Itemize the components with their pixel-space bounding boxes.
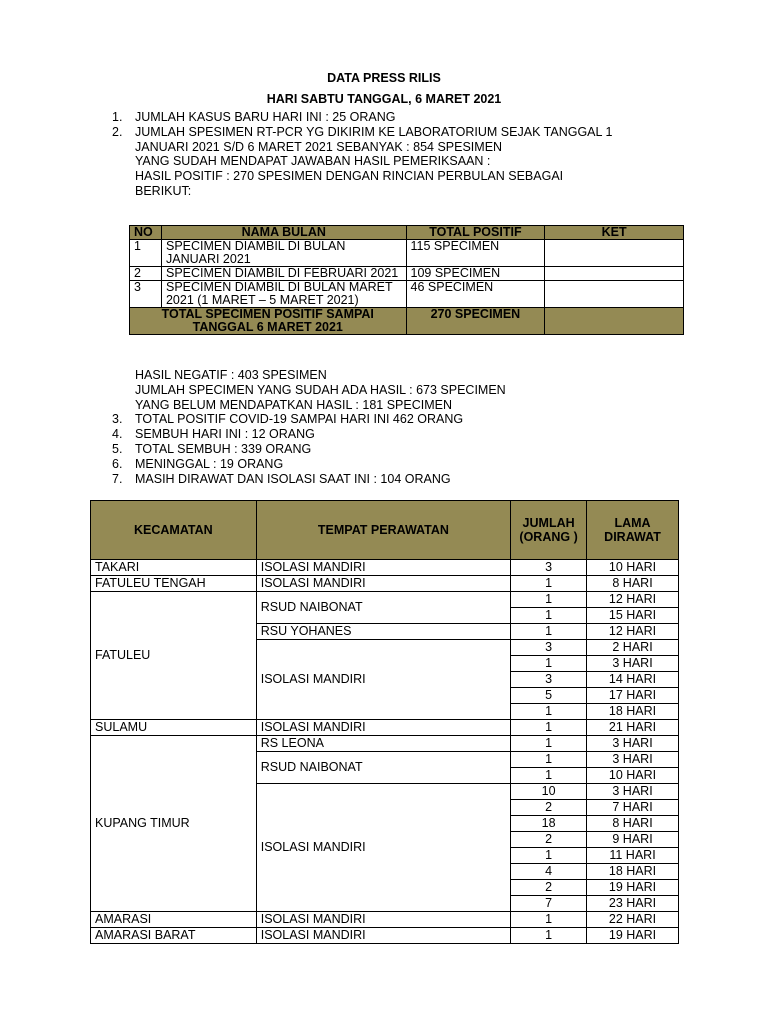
table-row: 2 SPECIMEN DIAMBIL DI FEBRUARI 2021 109 SPECIMEN xyxy=(130,267,684,281)
list-item-line: YANG SUDAH MENDAPAT JAWABAN HASIL PEMERIKSAAN : xyxy=(135,154,491,169)
column-header-nama-bulan: NAMA BULAN xyxy=(161,226,406,240)
table-row: 2 19 HARI xyxy=(91,880,679,896)
table-row: 18 8 HARI xyxy=(91,816,679,832)
list-item: 5. TOTAL SEMBUH : 339 ORANG xyxy=(112,441,312,456)
care-location-table xyxy=(90,500,679,944)
column-header-jumlah: JUMLAH (ORANG ) xyxy=(511,501,587,560)
table-row: 2 9 HARI xyxy=(91,832,679,848)
table-row: 2 7 HARI xyxy=(91,800,679,816)
table-row: 1 11 HARI xyxy=(91,848,679,864)
column-header-tempat-perawatan: TEMPAT PERAWATAN xyxy=(256,501,510,560)
table-row: 1 SPECIMEN DIAMBIL DI BULAN JANUARI 2021 115 SPECIMEN xyxy=(130,240,684,267)
monthly-positive-table xyxy=(129,225,684,335)
list-item-line: BERIKUT: xyxy=(135,183,192,198)
table-row: RSUD NAIBONAT 1 3 HARI xyxy=(91,752,679,768)
summary-list-bottom xyxy=(112,368,672,486)
table-row: KUPANG TIMUR RS LEONA 1 3 HARI xyxy=(91,736,679,752)
table-total-row: TOTAL SPECIMEN POSITIF SAMPAI TANGGAL 6 MARET 2021 270 SPECIMEN xyxy=(130,308,684,335)
table-row: SULAMU ISOLASI MANDIRI 1 21 HARI xyxy=(91,720,679,736)
list-item: 2. JUMLAH SPESIMEN RT-PCR YG DIKIRIM KE LABORATORIUM SEJAK TANGGAL 1 xyxy=(112,124,613,139)
list-item-line: HASIL POSITIF : 270 SPESIMEN DENGAN RINCIAN PERBULAN SEBAGAI xyxy=(135,169,564,184)
document-title: DATA PRESS RILIS xyxy=(327,71,441,85)
list-item: 3. TOTAL POSITIF COVID-19 SAMPAI HARI INI 462 ORANG xyxy=(112,412,464,427)
table-row: 1 18 HARI xyxy=(91,704,679,720)
table-header-row xyxy=(130,226,684,240)
column-header-no: NO xyxy=(130,226,162,240)
table-row: FATULEU TENGAH ISOLASI MANDIRI 1 8 HARI xyxy=(91,576,679,592)
list-item: 7. MASIH DIRAWAT DAN ISOLASI SAAT INI : 104 ORANG xyxy=(112,471,451,486)
table-row: FATULEU RSUD NAIBONAT 1 12 HARI xyxy=(91,592,679,608)
table-row: 1 3 HARI xyxy=(91,656,679,672)
table-row: 1 10 HARI xyxy=(91,768,679,784)
summary-list-top xyxy=(112,110,672,199)
table-row: 5 17 HARI xyxy=(91,688,679,704)
table-row: 4 18 HARI xyxy=(91,864,679,880)
list-item-line: JUMLAH SPECIMEN YANG SUDAH ADA HASIL : 673 SPECIMEN xyxy=(135,382,506,397)
table-row: TAKARI ISOLASI MANDIRI 3 10 HARI xyxy=(91,560,679,576)
table-row: AMARASI ISOLASI MANDIRI 1 22 HARI xyxy=(91,912,679,928)
list-item: 1. JUMLAH KASUS BARU HARI INI : 25 ORANG xyxy=(112,110,396,124)
list-item-line: JANUARI 2021 S/D 6 MARET 2021 SEBANYAK : 854 SPESIMEN xyxy=(135,139,503,154)
table-row: ISOLASI MANDIRI 10 3 HARI xyxy=(91,784,679,800)
table-row: 1 15 HARI xyxy=(91,608,679,624)
table-row: RSU YOHANES 1 12 HARI xyxy=(91,624,679,640)
list-item-line: HASIL NEGATIF : 403 SPESIMEN xyxy=(135,368,327,382)
column-header-ket: KET xyxy=(545,226,684,240)
list-item: 6. MENINGGAL : 19 ORANG xyxy=(112,456,284,471)
column-header-lama-dirawat: LAMA DIRAWAT xyxy=(587,501,679,560)
table-header-row xyxy=(91,501,679,560)
table-row: 3 14 HARI xyxy=(91,672,679,688)
list-item-line: YANG BELUM MENDAPATKAN HASIL : 181 SPECIMEN xyxy=(135,397,452,412)
table-row: AMARASI BARAT ISOLASI MANDIRI 1 19 HARI xyxy=(91,928,679,944)
table-row: 7 23 HARI xyxy=(91,896,679,912)
document-subtitle: HARI SABTU TANGGAL, 6 MARET 2021 xyxy=(266,92,502,106)
column-header-kecamatan: KECAMATAN xyxy=(91,501,257,560)
table-row: ISOLASI MANDIRI 3 2 HARI xyxy=(91,640,679,656)
list-item: 4. SEMBUH HARI INI : 12 ORANG xyxy=(112,427,315,442)
table-row: 3 SPECIMEN DIAMBIL DI BULAN MARET 2021 (1 MARET – 5 MARET 2021) 46 SPECIMEN xyxy=(130,281,684,308)
column-header-total-positif: TOTAL POSITIF xyxy=(406,226,545,240)
